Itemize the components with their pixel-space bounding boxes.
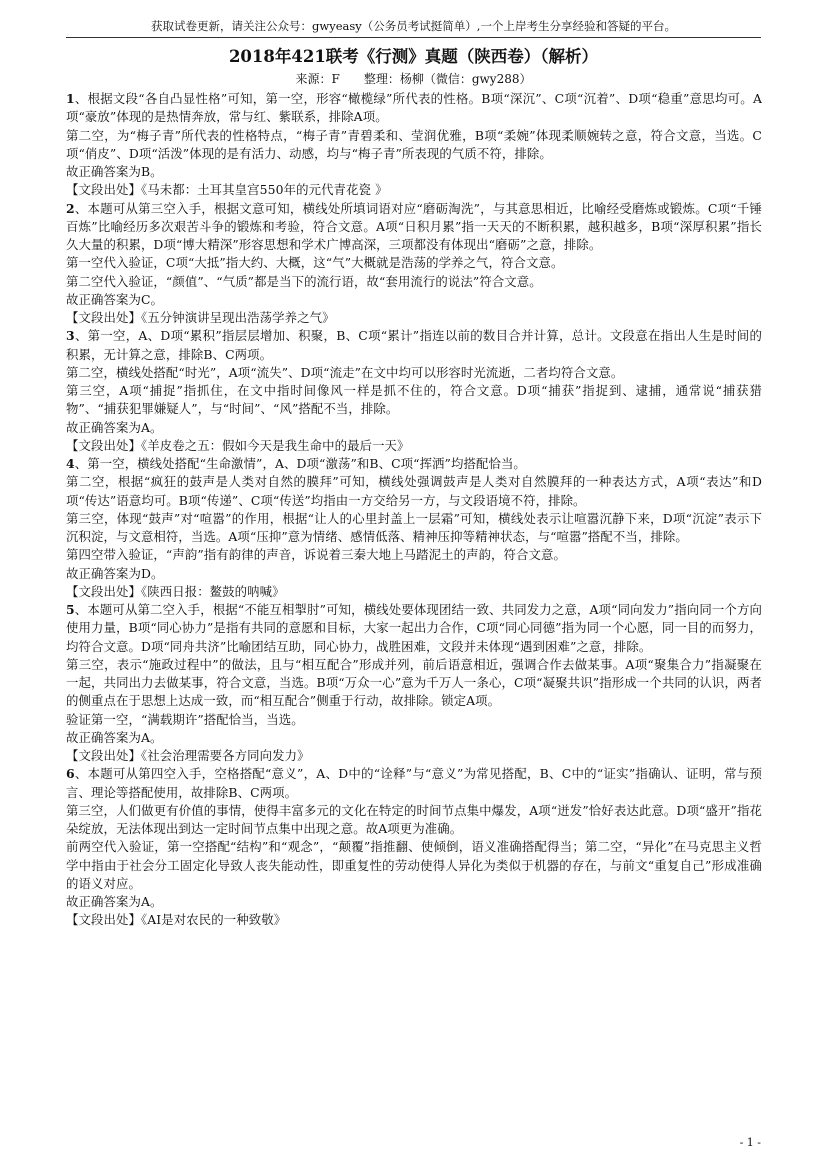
paragraph	[66, 455, 762, 473]
paragraph-text: 第二空，为“梅子青”所代表的性格特点，“梅子青”青碧柔和、莹润优雅，B项“柔婉”体现柔顺婉转之意，符合文意，当选。C项“俏皮”、D项“活泼”体现的是有活力、动感，均与“梅子青”所表现的气质不符，排除。	[66, 127, 762, 161]
paragraph-text: 第三空，体现“鼓声”对“喧嚣”的作用，根据“让人的心里封盖上一层霜”可知，横线处表示让喧嚣沉静下来，D项“沉淀”表示下沉积淀，与文意相符，当选。A项“压抑”意为情绪、感情低落、精神压抑等精神状态，与“喧嚣”搭配不当，排除。	[66, 510, 762, 544]
paragraph-text: 第二空代入验证，“颜值”、“气质”都是当下的流行语，故“套用流行的说法”符合文意。	[66, 273, 542, 289]
paragraph-text: 第三空，人们做更有价值的事情，使得丰富多元的文化在特定的时间节点集中爆发，A项“迸发”恰好表达此意。D项“盛开”指花朵绽放，无法体现出到达一定时间节点集中出现之意。故A项更为准确。	[66, 802, 762, 836]
paragraph-text: 故正确答案为C。	[66, 291, 164, 307]
header-divider	[66, 37, 761, 38]
question-number: 2	[66, 200, 75, 216]
paragraph-text: 故正确答案为D。	[66, 565, 164, 581]
page-number: - 1 -	[739, 1136, 761, 1149]
paragraph	[66, 583, 762, 601]
paragraph	[66, 364, 762, 382]
paragraph-text: 第二空，横线处搭配“时光”，A项“流失”、D项“流走”在文中均可以形容时光流逝，二者均符合文意。	[66, 364, 624, 380]
paragraph	[66, 711, 762, 729]
paragraph-text: 【文段出处】《AI是对农民的一种致敬》	[66, 912, 287, 928]
paragraph	[66, 90, 762, 127]
paragraph	[66, 911, 762, 929]
paragraph	[66, 601, 762, 656]
paragraph-text: 【文段出处】《陕西日报：鳌鼓的呐喊》	[66, 583, 285, 599]
paragraph	[66, 419, 762, 437]
paragraph-text: 、本题可从第三空入手，根据文意可知，横线处所填词语对应“磨砺淘洗”，与其意思相近，比喻经受磨炼或锻炼。C项“千锤百炼”比喻经历多次艰苦斗争的锻炼和考验，符合文意。A项“日积月累”指一天天的不断积累，越积越多，B项“深厚积累”指长久大量的积累，D项“博大精深”形容思想和学术广博高深，三项都没有体现出“磨砺”之意，排除。	[66, 200, 762, 252]
paragraph	[66, 473, 762, 510]
question-number: 1	[66, 91, 75, 106]
paragraph	[66, 163, 762, 181]
paragraph-text: 验证第一空，“满载期许”搭配恰当，当选。	[66, 711, 304, 727]
paragraph-text: 第一空代入验证，C项“大抵”指大约、大概，这“气”大概就是浩荡的学养之气，符合文意。	[66, 255, 564, 271]
paragraph-text: 【文段出处】《马未都：土耳其皇宫550年的元代青花瓷 》	[66, 182, 388, 198]
question-number: 5	[66, 602, 75, 617]
paragraph	[66, 291, 762, 309]
paragraph	[66, 656, 762, 711]
paragraph-text: 【文段出处】《羊皮卷之五：假如今天是我生命中的最后一天》	[66, 437, 410, 453]
paragraph	[66, 181, 762, 199]
page-title: 2018年421联考《行测》真题（陕西卷）（解析）	[228, 47, 599, 66]
banner-text: 获取试卷更新，请关注公众号：gwyeasy（公务员考试挺简单）,一个上岸考生分享经验和答疑的平台。	[151, 19, 676, 33]
paragraph	[66, 565, 762, 583]
paragraph-text: 第三空，A项“捕捉”指抓住，在文中指时间像风一样是抓不住的，符合文意。D项“捕获”指捉到、逮捕，通常说“捕获猎物”、“捕获犯罪嫌疑人”，与“时间”、“风”搭配不当，排除。	[66, 383, 762, 417]
top-banner	[0, 0, 827, 40]
paragraph	[66, 273, 762, 291]
paragraph	[66, 546, 762, 564]
question-number: 3	[66, 328, 75, 344]
paragraph-text: 、第一空，横线处搭配“生命激情”，A、D项“激荡”和B、C项“挥洒”均搭配恰当。	[74, 456, 526, 471]
question-number: 4	[66, 456, 75, 471]
paragraph-text: 故正确答案为A。	[66, 729, 163, 745]
paragraph	[66, 327, 762, 364]
paragraph	[66, 382, 762, 419]
document-body	[66, 90, 762, 930]
paragraph	[66, 437, 762, 455]
paragraph-text: 【文段出处】《社会治理需要各方同向发力》	[66, 748, 310, 763]
paragraph-text: 【文段出处】《五分钟演讲呈现出浩荡学养之气》	[66, 310, 335, 325]
paragraph	[66, 127, 762, 164]
paragraph-text: 、根据文段“各自凸显性格”可知，第一空，形容“橄榄绿”所代表的性格。B项“深沉”、C项“沉着”、D项“稳重”意思均可。A项“豪放”体现的是热情奔放，常与红、紫联系，排除A项。	[66, 91, 762, 125]
source-line: 来源：F 整理：杨柳（微信：gwy288）	[295, 72, 532, 86]
paragraph	[66, 200, 762, 255]
paragraph-text: 第四空带入验证，“声韵”指有韵律的声音，诉说着三秦大地上马踏泥土的声韵，符合文意。	[66, 547, 567, 563]
paragraph-text: 第三空，表示“施政过程中”的做法，且与“相互配合”形成并列，前后语意相近，强调合作去做某事。A项“聚集合力”指凝聚在一起，共同出力去做某事，符合文意，当选。B项“万众一心”意为千万人一条心，C项“凝聚共识”指形成一个共同的认识，两者的侧重点在于思想上达成一致，而“相互配合”侧重于行动，故排除。锁定A项。	[66, 656, 762, 709]
paragraph-text: 故正确答案为A。	[66, 894, 163, 909]
paragraph	[66, 254, 762, 272]
paragraph-text: 故正确答案为A。	[66, 419, 163, 435]
paragraph-text: 、本题可从第二空入手，根据“不能互相掣肘”可知，横线处要体现团结一致、共同发力之意，A项“同向发力”指向同一个方向使用力量，B项“同心协力”是指有共同的意愿和目标，大家一起出力合作，C项“同心同德”指为同一个心愿，同一目的而努力，均符合文意。D项“同舟共济”比喻团结互助，同心协力，战胜困难，文段并未体现“遇到困难”之意，排除。	[66, 602, 762, 654]
paragraph	[66, 747, 762, 765]
paragraph	[66, 309, 762, 327]
paragraph-text: 、第一空，A、D项“累积”指层层增加、积聚，B、C项“累计”指连以前的数目合并计算，总计。文段意在指出人生是时间的积累，无计算之意，排除B、C两项。	[66, 328, 762, 362]
paragraph	[66, 838, 762, 893]
paragraph	[66, 510, 762, 547]
paragraph-text: 第二空，根据“疯狂的鼓声是人类对自然的膜拜”可知，横线处强调鼓声是人类对自然膜拜的一种表达方式，A项“表达”和D项“传达”语意均可。B项“传递”、C项“传送”均指由一方交给另一方，与文段语境不符，排除。	[66, 474, 762, 508]
paragraph	[66, 893, 762, 911]
paragraph-text: 故正确答案为B。	[66, 164, 163, 179]
paragraph-text: 前两空代入验证，第一空搭配“结构”和“观念”，“颠覆”指推翻、使倾倒，语义准确搭配得当；第二空，“异化”在马克思主义哲学中指由于社会分工固定化导致人丧失能动性，即重复性的劳动使得人异化为类似于机器的存在，与前文“重复自己”形成准确的语义对应。	[66, 839, 762, 891]
question-number: 6	[66, 766, 75, 782]
paragraph	[66, 729, 762, 747]
paragraph	[66, 802, 762, 839]
paragraph-text: 、本题可从第四空入手，空格搭配“意义”，A、D中的“诠释”与“意义”为常见搭配，B、C中的“证实”指确认、证明，常与预言、理论等搭配使用，故排除B、C两项。	[66, 766, 762, 800]
paragraph	[66, 765, 762, 802]
